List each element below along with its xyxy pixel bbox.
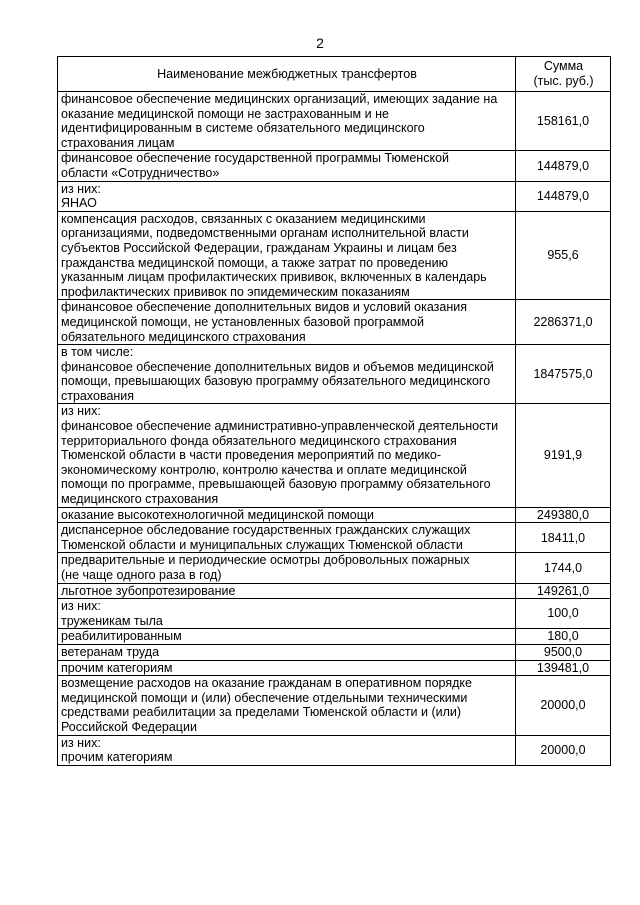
- row-name: из них: финансовое обеспечение административно-управленческой деятельности территориального фонда обязательного медицинского страхования Тюменской области в части проведения мероприятий по медико- экономическому контролю, контролю качества и оплате медицинской помощи по программе, превышающей базовую программу обязательного медицинского страхования: [58, 404, 516, 507]
- row-sum: 158161,0: [516, 92, 611, 151]
- row-name: из них: труженикам тыла: [58, 599, 516, 629]
- row-name: финансовое обеспечение дополнительных видов и условий оказания медицинской помощи, не установленных базовой программой обязательного медицинского страхования: [58, 300, 516, 345]
- row-sum: 100,0: [516, 599, 611, 629]
- table-row: [58, 345, 611, 404]
- row-sum: 18411,0: [516, 523, 611, 553]
- row-sum: 955,6: [516, 211, 611, 300]
- table-row: [58, 300, 611, 345]
- table-header-row: [58, 57, 611, 92]
- row-name: из них: ЯНАО: [58, 181, 516, 211]
- row-name: ветеранам труда: [58, 644, 516, 660]
- row-name: прочим категориям: [58, 660, 516, 676]
- row-sum: 20000,0: [516, 676, 611, 735]
- row-name: финансовое обеспечение государственной программы Тюменской области «Сотрудничество»: [58, 151, 516, 181]
- header-sum: Сумма (тыс. руб.): [516, 57, 611, 92]
- table-row: [58, 404, 611, 507]
- row-sum: 1847575,0: [516, 345, 611, 404]
- table-row: [58, 676, 611, 735]
- table-row: [58, 660, 611, 676]
- table-row: [58, 151, 611, 181]
- header-name: Наименование межбюджетных трансфертов: [58, 57, 516, 92]
- row-name: льготное зубопротезирование: [58, 583, 516, 599]
- table-row: [58, 735, 611, 765]
- table-row: [58, 599, 611, 629]
- row-sum: 149261,0: [516, 583, 611, 599]
- row-name: в том числе: финансовое обеспечение дополнительных видов и объемов медицинской помощи, превышающих базовую программу обязательного медицинского страхования: [58, 345, 516, 404]
- table-row: [58, 211, 611, 300]
- row-name: оказание высокотехнологичной медицинской помощи: [58, 507, 516, 523]
- row-sum: 249380,0: [516, 507, 611, 523]
- page-number: 2: [316, 35, 324, 51]
- row-sum: 9191,9: [516, 404, 611, 507]
- transfers-table: [57, 56, 611, 766]
- table-row: [58, 92, 611, 151]
- row-name: финансовое обеспечение медицинских организаций, имеющих задание на оказание медицинской помощи не застрахованным и не идентифицированным в системе обязательного медицинского страхования лицам: [58, 92, 516, 151]
- row-name: компенсация расходов, связанных с оказанием медицинскими организациями, подведомственными органам исполнительной власти субъектов Российской Федерации, гражданам Украины и лицам без гражданства медицинской помощи, а также затрат по проведению указанным лицам профилактических прививок, включенных в календарь профилактических прививок по эпидемическим показаниям: [58, 211, 516, 300]
- table-row: [58, 553, 611, 583]
- row-sum: 180,0: [516, 629, 611, 645]
- row-sum: 1744,0: [516, 553, 611, 583]
- row-name: из них: прочим категориям: [58, 735, 516, 765]
- row-sum: 20000,0: [516, 735, 611, 765]
- table-row: [58, 583, 611, 599]
- table-row: [58, 507, 611, 523]
- table-row: [58, 181, 611, 211]
- table-row: [58, 523, 611, 553]
- row-name: реабилитированным: [58, 629, 516, 645]
- row-name: возмещение расходов на оказание гражданам в оперативном порядке медицинской помощи и (или) обеспечение отдельными техническими средствами реабилитации за пределами Тюменской области и (или) Российской Федерации: [58, 676, 516, 735]
- table-row: [58, 644, 611, 660]
- row-sum: 9500,0: [516, 644, 611, 660]
- row-sum: 144879,0: [516, 151, 611, 181]
- table-row: [58, 629, 611, 645]
- row-name: диспансерное обследование государственных гражданских служащих Тюменской области и муниципальных служащих Тюменской области: [58, 523, 516, 553]
- row-name: предварительные и периодические осмотры добровольных пожарных (не чаще одного раза в год): [58, 553, 516, 583]
- row-sum: 139481,0: [516, 660, 611, 676]
- row-sum: 144879,0: [516, 181, 611, 211]
- row-sum: 2286371,0: [516, 300, 611, 345]
